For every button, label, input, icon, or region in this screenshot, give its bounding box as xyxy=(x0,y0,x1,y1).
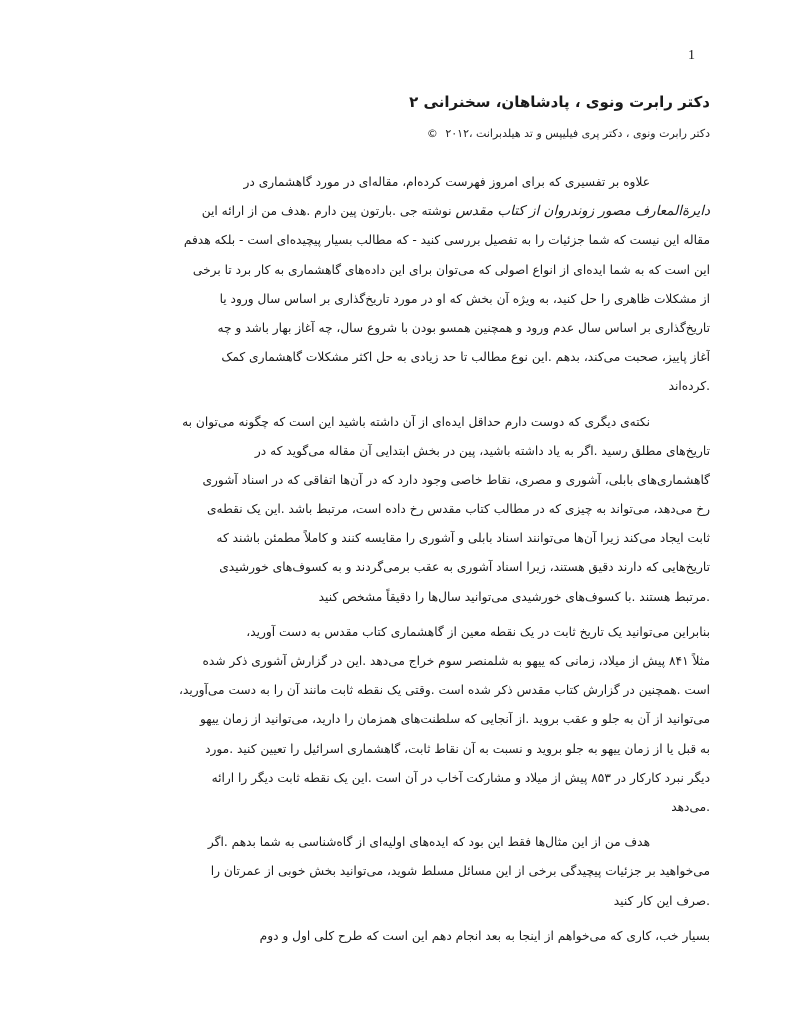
book-title: دایرةالمعارف مصور زوندروان از کتاب مقدس xyxy=(455,203,710,220)
paragraph-line: .می‌دهد xyxy=(671,799,710,814)
document-title: دکتر رابرت ونوی ، پادشاهان، سخنرانی ۲ xyxy=(409,93,710,111)
paragraph-line: تاریخ‌گذاری بر اساس سال عدم ورود و همچنین همسو بودن با شروع سال، چه آغاز بهار باشد و چه xyxy=(217,320,710,335)
paragraph-line: تاریخ‌های مطلق رسید .اگر به یاد داشته باشید، پین در بخش ابتدایی آن مقاله می‌گوید که در xyxy=(254,443,710,458)
paragraph-1 xyxy=(85,168,710,402)
paragraph-line: علاوه بر تفسیری که برای امروز فهرست کرده‌ام، مقاله‌ای در مورد گاهشماری در xyxy=(243,175,650,189)
paragraph-line: .کرده‌اند xyxy=(668,379,710,394)
paragraph-line: از مشکلات ظاهری را حل کنید، به ویژه آن بخش که او در مورد تاریخ‌گذاری بر اساس سال ورود یا xyxy=(219,291,710,306)
paragraph-line: .مرتبط هستند .با کسوف‌های خورشیدی می‌توانید سال‌ها را دقیقاً مشخص کنید xyxy=(318,589,710,604)
paragraph-5 xyxy=(85,922,710,951)
paragraph-line: مقاله این نیست که شما جزئیات را به تفصیل بررسی کنید - که مطالب بسیار پیچیده‌ای است - بلکه هدفم xyxy=(183,233,710,248)
paragraph-2 xyxy=(85,408,710,612)
copyright-symbol: © xyxy=(426,127,438,140)
paragraph-line xyxy=(85,197,710,226)
document-body xyxy=(85,92,710,957)
paragraph-text: نوشته جی .بارتون پین دارم .هدف من از ارائه این xyxy=(201,204,456,219)
paragraph-line: بسیار خب، کاری که می‌خواهم از اینجا به بعد انجام دهم این است که طرح کلی اول و دوم xyxy=(259,928,710,943)
paragraph-line: بنابراین می‌توانید یک تاریخ ثابت در یک نقطه معین از گاهشماری کتاب مقدس به دست آورید، xyxy=(246,624,710,639)
document-subtitle xyxy=(85,126,710,142)
paragraph-line: است .همچنین در گزارش کتاب مقدس ذکر شده است .وقتی یک نقطه ثابت مانند آن را به دست می‌آورید، xyxy=(179,683,710,698)
paragraph-line: می‌توانید از آن به جلو و عقب بروید .از آنجایی که سلطنت‌های همزمان را دارید، می‌توانید از زمان ییهو xyxy=(199,712,710,727)
paragraph-line: دیگر نبرد کارکار در ۸۵۳ پیش از میلاد و مشارکت آخاب در آن است .این یک نقطه ثابت دیگر را ارائه xyxy=(211,770,710,785)
paragraph-line: گاهشماری‌های بابلی، آشوری و مصری، نقاط خاصی وجود دارد که در آن‌ها اتفاقی که در اسناد آشوری xyxy=(202,472,710,487)
paragraph-3 xyxy=(85,618,710,822)
page-number: 1 xyxy=(688,48,695,63)
paragraph-line: این است که به شما ایده‌ای از انواع اصولی که می‌توان برای این داده‌های گاهشماری به کار برد تا برخی xyxy=(192,262,710,277)
paragraph-line: مثلاً ۸۴۱ پیش از میلاد، زمانی که ییهو به شلمنصر سوم خراج می‌دهد .این در گزارش آشوری ذکر شده xyxy=(202,654,710,668)
authors-line: دکتر رابرت ونوی ، دکتر پری فیلیپس و تد هیلدبرانت ،۲۰۱۲ xyxy=(445,127,710,140)
paragraph-line: آغاز پاییز، صحبت می‌کند، بدهم .این نوع مطالب تا حد زیادی به حل اکثر مشکلات گاهشماری کمک xyxy=(221,350,710,365)
paragraph-line: رخ می‌دهد، می‌تواند به چیزی که در مطالب کتاب مقدس رخ داده است، مرتبط باشد .این یک نقطه‌ی xyxy=(207,502,710,517)
paragraph-line: ثابت ایجاد می‌کند زیرا آن‌ها می‌توانند اسناد بابلی و آشوری را مقایسه کنند و کاملاً مطمئن باشند که xyxy=(216,531,710,546)
paragraph-line: می‌خواهید بر جزئیات پیچیدگی برخی از این مسائل مسلط شوید، می‌توانید بخش خوبی از عمرتان را xyxy=(210,864,710,879)
paragraph-line: به قبل یا از زمان ییهو به جلو بروید و نسبت به آن نقاط ثابت، گاهشماری اسرائیل را تعیین کنید .مورد xyxy=(205,741,710,756)
paragraph-line: هدف من از این مثال‌ها فقط این بود که ایده‌های اولیه‌ای از گاه‌شناسی به شما بدهم .اگر xyxy=(207,835,650,850)
paragraph-line: نکته‌ی دیگری که دوست دارم حداقل ایده‌ای از آن داشته باشید این است که چگونه می‌توان به xyxy=(182,414,650,429)
paragraph-line: تاریخ‌هایی که دارند دقیق هستند، زیرا اسناد آشوری به عقب برمی‌گردند و به کسوف‌های خورشیدی xyxy=(219,560,710,575)
paragraph-4 xyxy=(85,828,710,916)
paragraph-line: .صرف این کار کنید xyxy=(613,893,710,908)
